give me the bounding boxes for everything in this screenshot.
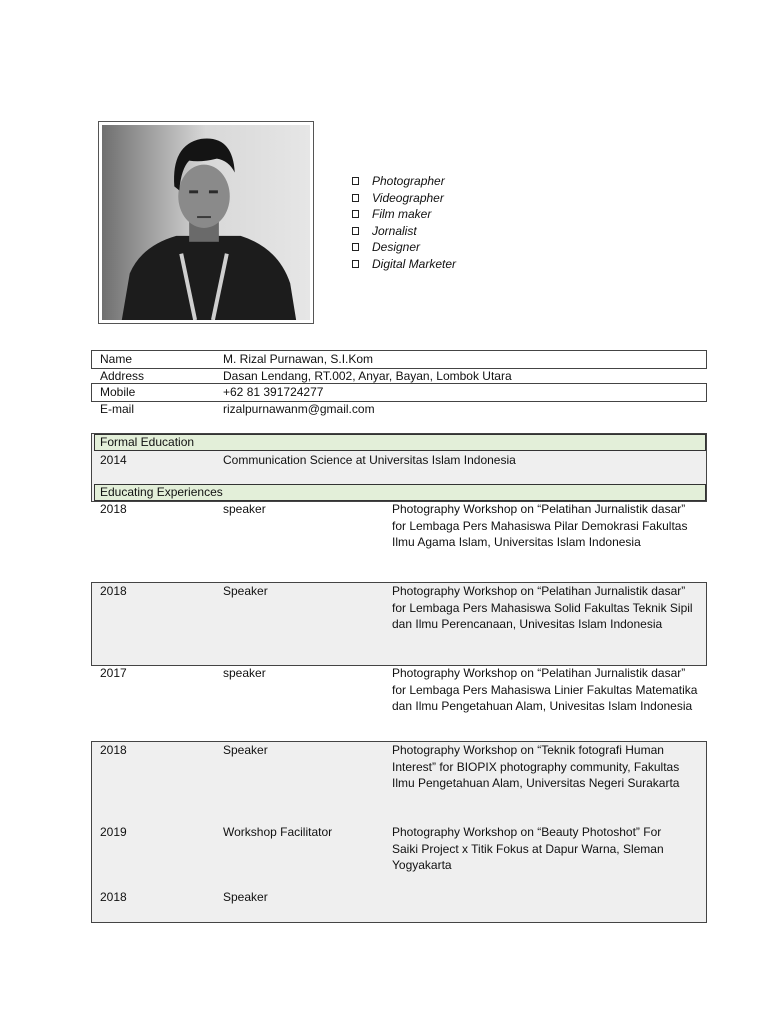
mobile-row-box [91,383,707,402]
checkbox-icon [352,227,359,235]
experience-role: Speaker [223,584,268,598]
role-item [352,239,456,256]
checkbox-icon [352,210,359,218]
checkbox-icon [352,243,359,251]
role-item [352,223,456,240]
address-value: Dasan Lendang, RT.002, Anyar, Bayan, Lombok Utara [223,369,512,383]
experience-year: 2018 [100,743,127,757]
experience-description: Photography Workshop on “Pelatihan Jurnalistik dasar” for Lembaga Pers Mahasiswa Pilar Demokrasi Fakultas Ilmu Agama Islam, Universitas Islam Indonesia [392,502,688,549]
role-label: Designer [372,240,421,255]
experience-description: Photography Workshop on “Teknik fotografi Human Interest” for BIOPIX photography community, Fakultas Ilmu Pengetahuan Alam, Universitas Negeri Surakarta [392,743,680,790]
roles-list [352,173,456,272]
experience-description: Photography Workshop on “Pelatihan Jurnalistik dasar” for Lembaga Pers Mahasiswa Solid Fakultas Teknik Sipil dan Ilmu Perencanaan, Univesitas Islam Indonesia [392,584,693,631]
name-row-box [91,350,707,369]
experience-year: 2017 [100,666,127,680]
role-item [352,173,456,190]
role-label: Jornalist [372,223,417,238]
role-label: Digital Marketer [372,256,457,271]
experiences-heading: Educating Experiences [100,485,223,499]
role-label: Photographer [372,174,445,189]
name-label: Name [100,352,133,366]
checkbox-icon [352,177,359,185]
experience-year: 2018 [100,584,127,598]
experience-role: Workshop Facilitator [223,825,333,839]
mobile-value: +62 81 391724277 [223,385,324,399]
experience-role: Speaker [223,890,268,904]
education-year: 2014 [100,453,127,467]
experience-description: Photography Workshop on “Beauty Photoshot” For Saiki Project x Titik Fokus at Dapur Warna, Sleman Yogyakarta [392,825,664,872]
experience-role: Speaker [223,743,268,757]
email-label: E-mail [100,402,135,416]
email-value: rizalpurnawanm@gmail.com [223,402,375,416]
role-label: Film maker [372,207,432,222]
mobile-label: Mobile [100,385,136,399]
role-item [352,256,456,273]
experience-year: 2018 [100,502,127,516]
role-label: Videographer [372,190,444,205]
experience-year: 2019 [100,825,127,839]
experience-year: 2018 [100,890,127,904]
role-item [352,206,456,223]
checkbox-icon [352,260,359,268]
name-value: M. Rizal Purnawan, S.I.Kom [223,352,374,366]
experience-role: speaker [223,502,266,516]
address-label: Address [100,369,145,383]
profile-photo [102,125,310,320]
education-detail: Communication Science at Universitas Islam Indonesia [223,453,516,467]
profile-photo-frame [98,121,314,324]
education-heading: Formal Education [100,435,195,449]
checkbox-icon [352,194,359,202]
role-item [352,190,456,207]
experience-role: speaker [223,666,266,680]
experience-description: Photography Workshop on “Pelatihan Jurnalistik dasar” for Lembaga Pers Mahasiswa Linier Fakultas Matematika dan Ilmu Pengetahuan Alam, Univesitas Islam Indonesia [392,666,698,713]
